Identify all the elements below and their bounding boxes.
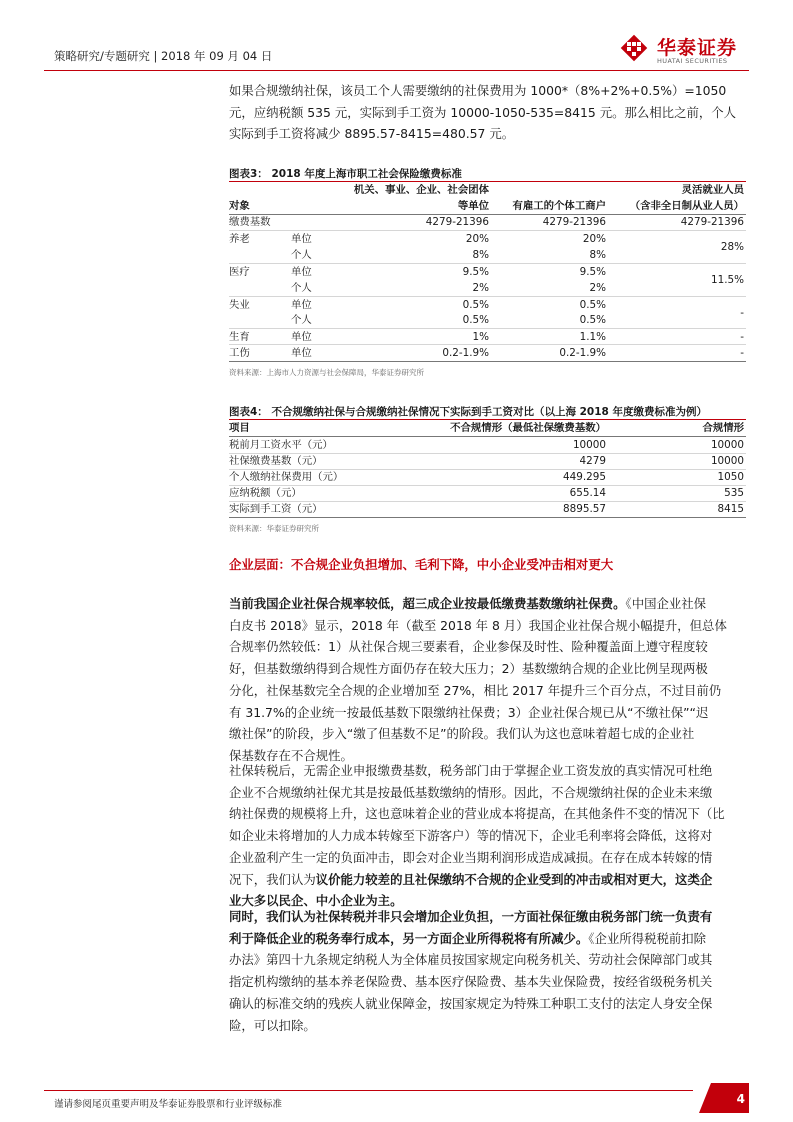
paragraph-2 bbox=[229, 760, 745, 912]
table4-cell: 655.14 bbox=[569, 487, 606, 499]
header-divider bbox=[44, 70, 749, 71]
paragraph-line: 指定机构缴纳的基本养老保险费、基本医疗保险费、基本失业保险费，按经省级税务机关 bbox=[229, 974, 713, 990]
table3-sub-label: 单位 bbox=[291, 266, 312, 278]
table3-title: 图表3： 2018 年度上海市职工社会保险缴费标准 bbox=[229, 168, 462, 180]
paragraph-line bbox=[229, 869, 745, 891]
table4-title: 图表4： 不合规缴纳社保与合规缴纳社保情况下实际到手工资对比（以上海 2018 年度缴费标准为例） bbox=[229, 406, 707, 418]
table3-cell: - bbox=[740, 331, 744, 343]
table4-row-label: 实际到手工资（元） bbox=[229, 503, 323, 515]
page-number: 4 bbox=[736, 1092, 745, 1106]
table4-header-item: 项目 bbox=[229, 422, 250, 434]
table4-row-label: 税前月工资水平（元） bbox=[229, 439, 333, 451]
intro-line: 元，应纳税额 535 元，实际到手工资为 10000-1050-535=8415 元。那么相比之前，个人 bbox=[229, 104, 737, 120]
table3-cell: 11.5% bbox=[710, 274, 744, 286]
table3-cell: 8% bbox=[472, 249, 489, 261]
section-heading: 企业层面：不合规企业负担增加、毛利下降，中小企业受冲击相对更大 bbox=[229, 557, 614, 572]
intro-paragraph bbox=[229, 80, 745, 145]
paragraph-line: 社保转税后，无需企业申报缴费基数，税务部门由于掌握企业工资发放的真实情况可杜绝 bbox=[229, 763, 713, 778]
table4-header-rule bbox=[229, 436, 746, 437]
table4-bottom-rule bbox=[229, 517, 746, 518]
table3-sub-label: 个人 bbox=[291, 282, 312, 294]
paragraph-line: 险，可以扣除。 bbox=[229, 1017, 316, 1033]
table3-sub-label: 单位 bbox=[291, 299, 312, 311]
table4-row-label: 个人缴纳社保费用（元） bbox=[229, 471, 344, 483]
table3-sub-label: 单位 bbox=[291, 233, 312, 245]
table3-cell: 4279-21396 bbox=[542, 216, 606, 228]
table3-group-label: 养老 bbox=[229, 233, 250, 245]
table3-cell: 0.2-1.9% bbox=[442, 347, 489, 359]
table3-cell: 8% bbox=[589, 249, 606, 261]
table4-cell: 535 bbox=[724, 487, 744, 499]
table3-header-col3: 有雇工的个体工商户 bbox=[512, 200, 606, 212]
table4-cell: 8415 bbox=[717, 503, 744, 515]
table3-group-label: 生育 bbox=[229, 331, 250, 343]
table3-cell: - bbox=[740, 347, 744, 359]
table3-top-rule bbox=[229, 181, 746, 182]
report-breadcrumb: 策略研究/专题研究 | 2018 年 09 月 04 日 bbox=[54, 49, 273, 63]
footer-divider bbox=[44, 1090, 693, 1091]
table3-base-label: 缴费基数 bbox=[229, 216, 271, 228]
table3-group-label: 失业 bbox=[229, 299, 250, 311]
table3-row-divider bbox=[229, 296, 746, 297]
footer-disclaimer: 谨请参阅尾页重要声明及华泰证券股票和行业评级标准 bbox=[54, 1099, 283, 1110]
paragraph-line: 企业不合规缴纳社保尤其是按最低基数缴纳的情形。因此，不合规缴纳社保的企业未来缴 bbox=[229, 784, 713, 800]
table3-sub-label: 个人 bbox=[291, 314, 312, 326]
paragraph-bold-text: 利于降低企业的税务奉行成本，另一方面企业所得税将有所减少。 bbox=[229, 930, 589, 946]
table3-cell: 20% bbox=[465, 233, 489, 245]
table3-row-divider bbox=[229, 263, 746, 264]
paragraph-text: 《中国企业社保 bbox=[625, 596, 707, 611]
huatai-logo bbox=[619, 33, 747, 65]
paragraph-line bbox=[229, 928, 745, 950]
paragraph-line: 办法》第四十九条规定纳税人为全体雇员按国家规定向税务机关、劳动社会保障部门或其 bbox=[229, 952, 713, 968]
paragraph-line: 如企业未将增加的人力成本转嫁至下游客户）等的情况下，企业毛利率将会降低，这将对 bbox=[229, 828, 713, 844]
table4-cell: 4279 bbox=[579, 455, 606, 467]
table3-cell: 0.5% bbox=[579, 314, 606, 326]
paragraph-line: 企业盈利产生一定的负面冲击，即会对企业当期利润形成造成减损。在存在成本转嫁的情 bbox=[229, 849, 713, 865]
table3-cell: 28% bbox=[720, 241, 744, 253]
table3-sub-label: 单位 bbox=[291, 331, 312, 343]
paragraph-line: 纳社保费的规模将上升，这也意味着企业的营业成本将提高，在其他条件不变的情况下（比 bbox=[229, 806, 725, 822]
paragraph-line: 分化，社保基数完全合规的企业增加至 27%，相比 2017 年提升三个百分点，不过目前仍 bbox=[229, 682, 722, 698]
paragraph-line: 有 31.7%的企业统一按最低基数下限缴纳社保费；3）企业社保合规已从“不缴社保”“迟 bbox=[229, 704, 709, 720]
paragraph-text: 《企业所得税税前扣除 bbox=[588, 930, 707, 946]
table3-header-col2-line1: 机关、事业、企业、社会团体 bbox=[353, 184, 489, 196]
intro-line: 实际到手工资将减少 8895.57-8415=480.57 元。 bbox=[229, 126, 515, 142]
table3-source: 资料来源：上海市人力资源与社会保障局，华泰证券研究所 bbox=[229, 368, 424, 377]
table3-cell: 4279-21396 bbox=[425, 216, 489, 228]
paragraph-text: 况下，我们认为 bbox=[229, 871, 316, 887]
table3-cell: 9.5% bbox=[462, 266, 489, 278]
table4-header-noncompliant: 不合规情形（最低社保缴费基数） bbox=[450, 422, 606, 434]
table4-cell: 10000 bbox=[710, 439, 744, 451]
table3-bottom-rule bbox=[229, 361, 746, 362]
table3-row-divider bbox=[229, 328, 746, 329]
intro-line: 如果合规缴纳社保，该员工个人需要缴纳的社保费用为 1000*（8%+2%+0.5%）=1050 bbox=[229, 83, 727, 98]
table4-cell: 1050 bbox=[717, 471, 744, 483]
table3-cell: 9.5% bbox=[579, 266, 606, 278]
table3-group-label: 医疗 bbox=[229, 266, 250, 278]
paragraph-bold-lead: 当前我国企业社保合规率较低，超三成企业按最低缴费基数缴纳社保费。 bbox=[229, 596, 626, 611]
paragraph-bold-text: 议价能力较差的且社保缴纳不合规的企业受到的冲击或相对更大，这类企 bbox=[315, 871, 713, 887]
table3-cell: 1.1% bbox=[579, 331, 606, 343]
table3-header-col4-line2: （含非全日制从业人员） bbox=[629, 200, 744, 212]
table4-cell: 449.295 bbox=[563, 471, 606, 483]
table4-row-label: 社保缴费基数（元） bbox=[229, 455, 323, 467]
table3-row-divider bbox=[229, 344, 746, 345]
table3-cell: 0.5% bbox=[462, 299, 489, 311]
table3-cell: 2% bbox=[589, 282, 606, 294]
paragraph-line: 白皮书 2018》显示，2018 年（截至 2018 年 8 月）我国企业社保合规小幅提升，但总体 bbox=[229, 617, 727, 633]
table3-cell: 2% bbox=[472, 282, 489, 294]
table3-cell: 4279-21396 bbox=[680, 216, 744, 228]
table3-cell: 20% bbox=[582, 233, 606, 245]
paragraph-line: 缴社保”的阶段，步入“缴了但基数不足”的阶段。我们认为这也意味着超七成的企业社 bbox=[229, 726, 695, 742]
paragraph-line: 确认的标准交纳的残疾人就业保障金，按国家规定为特殊工种职工支付的法定人身安全保 bbox=[229, 995, 713, 1011]
table3-cell: 0.5% bbox=[579, 299, 606, 311]
paragraph-line: 保基数存在不合规性。 bbox=[229, 747, 353, 763]
table3-sub-label: 单位 bbox=[291, 347, 312, 359]
table4-cell: 10000 bbox=[572, 439, 606, 451]
page-number-badge bbox=[699, 1083, 749, 1113]
table4-cell: 10000 bbox=[710, 455, 744, 467]
paragraph-line: 同时，我们认为社保转税并非只会增加企业负担，一方面社保征缴由税务部门统一负责有 bbox=[229, 909, 713, 924]
table4-top-rule bbox=[229, 419, 746, 420]
table3-cell: 0.5% bbox=[462, 314, 489, 326]
paragraph-line: 业大多以民企、中小企业为主。 bbox=[229, 893, 403, 909]
table4-cell: 8895.57 bbox=[563, 503, 606, 515]
table3-cell: - bbox=[740, 307, 744, 319]
table3-header-object: 对象 bbox=[229, 200, 250, 212]
table3-group-label: 工伤 bbox=[229, 347, 250, 359]
huatai-logo-icon bbox=[619, 33, 649, 63]
logo-english-name: HUATAI SECURITIES bbox=[657, 57, 728, 65]
paragraph-line: 好，但基数缴纳得到合规性方面仍存在较大压力；2）基数缴纳合规的企业比例呈现两极 bbox=[229, 661, 708, 677]
table3-cell: 1% bbox=[472, 331, 489, 343]
paragraph-line: 合规率仍然较低：1）从社保合规三要素看，企业参保及时性、险种覆盖面上遵守程度较 bbox=[229, 639, 708, 655]
table3-row-divider bbox=[229, 230, 746, 231]
paragraph-1 bbox=[229, 593, 745, 767]
paragraph-3 bbox=[229, 906, 745, 1036]
table3-header-col4-line1: 灵活就业人员 bbox=[681, 184, 744, 196]
table3-cell: 0.2-1.9% bbox=[559, 347, 606, 359]
paragraph-line bbox=[229, 593, 745, 615]
table3-header-col2-line2: 等单位 bbox=[457, 200, 489, 212]
table4-row-divider bbox=[229, 485, 746, 486]
table4-source: 资料来源：华泰证券研究所 bbox=[229, 524, 319, 533]
logo-chinese-name: 华泰证券 bbox=[657, 37, 738, 59]
table3-sub-label: 个人 bbox=[291, 249, 312, 261]
table4-header-compliant: 合规情形 bbox=[702, 422, 744, 434]
table4-row-label: 应纳税额（元） bbox=[229, 487, 302, 499]
